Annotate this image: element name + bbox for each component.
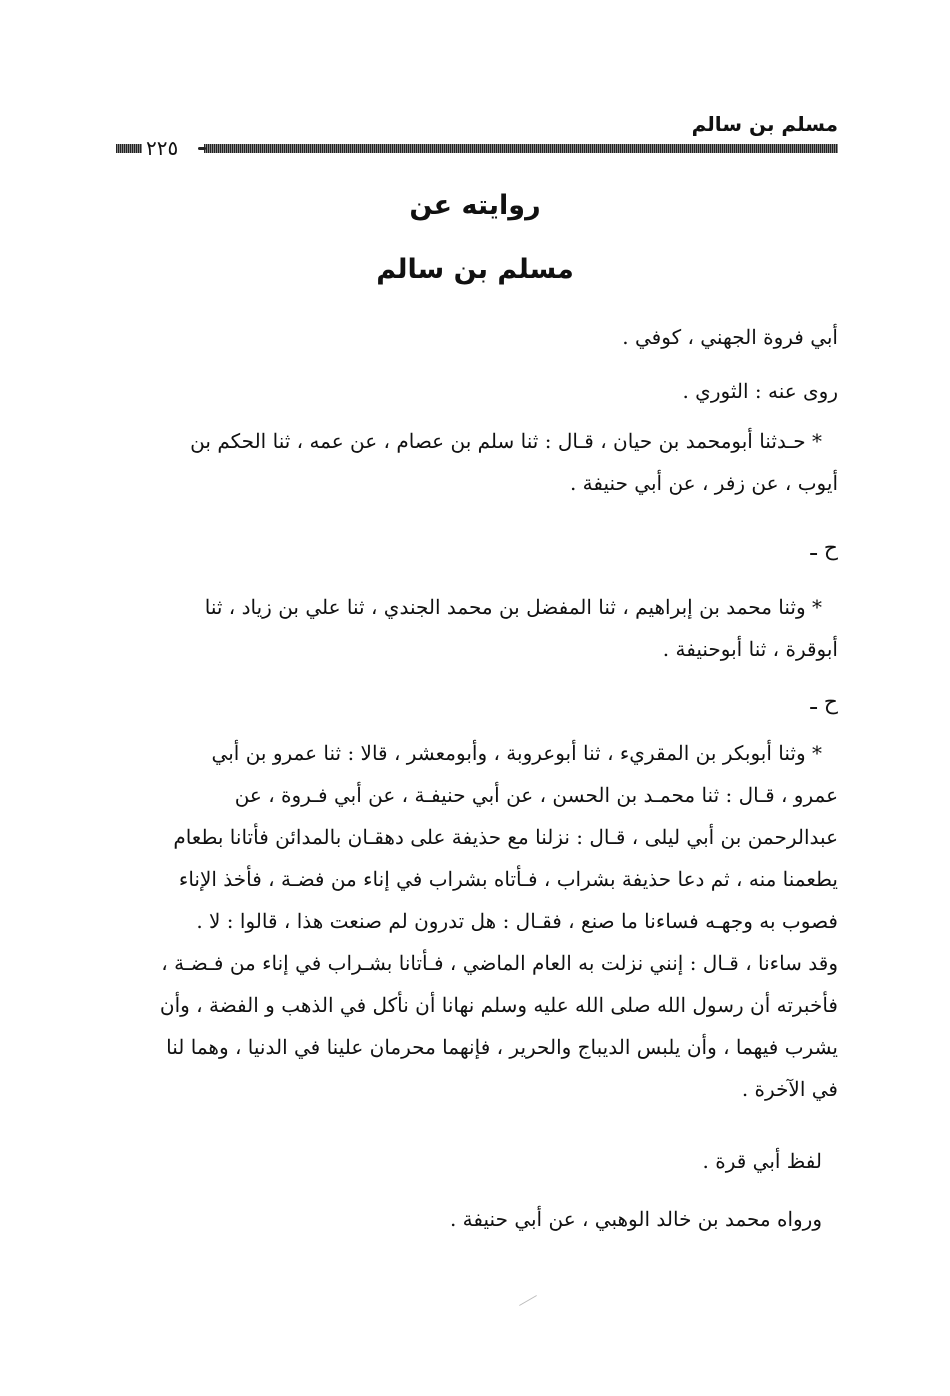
scan-artifact bbox=[519, 1295, 537, 1306]
narrated-by-text: روى عنه : الثوري . bbox=[682, 379, 838, 403]
header-rule bbox=[204, 144, 838, 153]
intro-line bbox=[116, 316, 838, 358]
narrated-by-line bbox=[116, 370, 838, 412]
chapter-title-line-2: مسلم بن سالم bbox=[376, 254, 574, 285]
paragraph-line: فأخبرته أن رسول الله صلى الله عليه وسلم نهانا أن نأكل في الذهب و الفضة ، وأن bbox=[159, 993, 838, 1017]
tahwil-text: ح ـ bbox=[810, 536, 838, 561]
paragraph-line: عبدالرحمن بن أبي ليلى ، قـال : نزلنا مع حذيفة على دهقـان بالمدائن فأتانا بطعام bbox=[173, 825, 838, 849]
tahwil-text: ح ـ bbox=[810, 690, 838, 715]
running-header bbox=[116, 112, 838, 162]
tahwil-marker-2 bbox=[116, 682, 838, 724]
paragraph-line: وقد ساءنا ، قـال : إنني نزلت به العام الماضي ، فـأتانا بشـراب في إناء من فـضـة ، bbox=[161, 951, 838, 975]
paragraph-line: * وثنا أبوبكر بن المقريء ، ثنا أبوعروبة ، وأبومعشر ، قالا : ثنا عمرو بن أبي bbox=[211, 741, 822, 765]
paragraph-line: عمرو ، قـال : ثنا محمـد بن الحسن ، عن أبي حنيفـة ، عن أبي فـروة ، عن bbox=[234, 783, 838, 807]
alternate-narration bbox=[116, 1198, 838, 1240]
paragraph-line: في الآخرة . bbox=[741, 1077, 838, 1101]
paragraph-line: أبوقرة ، ثنا أبوحنيفة . bbox=[662, 637, 838, 661]
paragraph-line: يطعمنا منه ، ثم دعا حذيفة بشراب ، فـأتاه بشراب في إناء من فضـة ، فأخذ الإناء bbox=[178, 867, 838, 891]
paragraph-line: يشرب فيهما ، وأن يلبس الديباج والحرير ، فإنهما محرمان علينا في الدنيا ، وهما لنا bbox=[166, 1035, 838, 1059]
isnad-paragraph-2 bbox=[116, 586, 838, 670]
alternate-narration-text: ورواه محمد بن خالد الوهبي ، عن أبي حنيفة . bbox=[449, 1207, 822, 1231]
header-rule-end bbox=[116, 144, 142, 153]
paragraph-line: * وثنا محمد بن إبراهيم ، ثنا المفضل بن محمد الجندي ، ثنا علي بن زياد ، ثنا bbox=[204, 595, 822, 619]
paragraph-line: أيوب ، عن زفر ، عن أبي حنيفة . bbox=[569, 471, 838, 495]
paragraph-line: * حـدثنا أبومحمد بن حيان ، قـال : ثنا سلم بن عصام ، عن عمه ، ثنا الحكم بن bbox=[190, 429, 822, 453]
wording-note bbox=[116, 1140, 838, 1182]
wording-note-text: لفظ أبي قرة . bbox=[702, 1149, 822, 1173]
isnad-paragraph-3 bbox=[116, 732, 838, 1110]
tahwil-marker-1 bbox=[116, 528, 838, 570]
paragraph-line: فصوب به وجهـه فساءنا ما صنع ، فقـال : هل تدرون لم صنعت هذا ، قالوا : لا . bbox=[196, 909, 838, 933]
intro-text: أبي فروة الجهني ، كوفي . bbox=[622, 325, 838, 349]
chapter-title-line-1: روايته عن bbox=[409, 190, 541, 221]
page-number: ٢٢٥ bbox=[146, 136, 179, 160]
isnad-paragraph-1 bbox=[116, 420, 838, 504]
running-title: مسلم بن سالم bbox=[691, 112, 838, 136]
